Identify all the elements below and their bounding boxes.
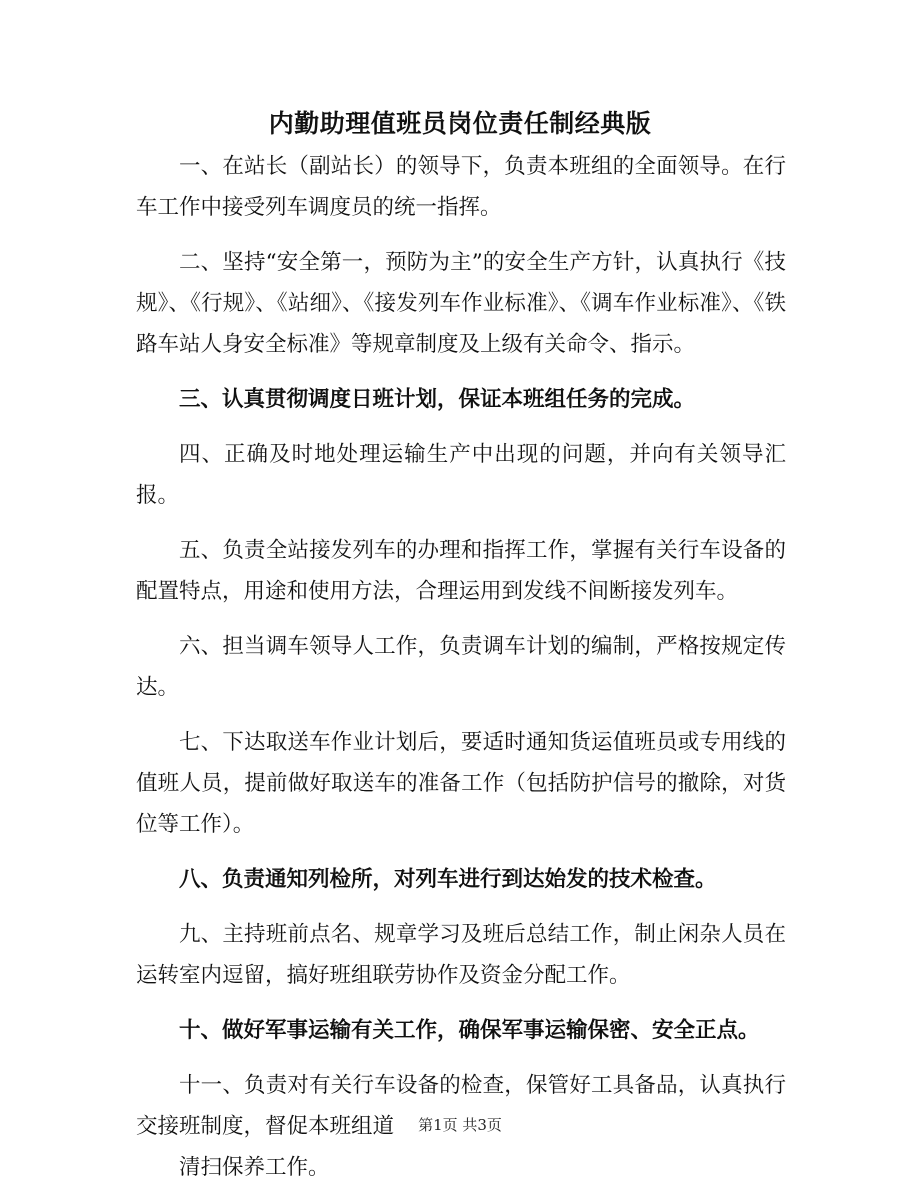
paragraph-8: 八、负责通知列检所，对列车进行到达始发的技术检查。	[179, 867, 717, 892]
page-number: 第1页 共3页	[418, 1116, 502, 1134]
paragraph-12: 清扫保养工作。	[179, 1155, 330, 1180]
paragraph-3: 三、认真贯彻调度日班计划，保证本班组任务的完成。	[179, 387, 696, 412]
paragraph-10: 十、做好军事运输有关工作，确保军事运输保密、安全正点。	[179, 1018, 760, 1043]
paragraph-7: 七、下达取送车作业计划后，要适时通知货运值班员或专用线的值班人员，提前做好取送车的准备工作（包括防护信号的撤除，对货位等工作）。	[136, 730, 786, 837]
page-title: 内勤助理值班员岗位责任制经典版	[268, 109, 652, 138]
paragraph-9: 九、主持班前点名、规章学习及班后总结工作，制止闲杂人员在运转室内逗留，搞好班组联劳协作及资金分配工作。	[136, 922, 786, 988]
paragraph-11: 十一、负责对有关行车设备的检查，保管好工具备品，认真执行交接班制度，督促本班组道	[136, 1073, 786, 1139]
paragraph-5: 五、负责全站接发列车的办理和指挥工作，掌握有关行车设备的配置特点，用途和使用方法，合理运用到发线不间断接发列车。	[136, 538, 786, 604]
paragraph-1: 一、在站长（副站长）的领导下，负责本班组的全面领导。在行车工作中接受列车调度员的统一指挥。	[136, 154, 786, 220]
paragraph-4: 四、正确及时地处理运输生产中出现的问题，并向有关领导汇报。	[136, 442, 786, 508]
paragraph-6: 六、担当调车领导人工作，负责调车计划的编制，严格按规定传达。	[136, 634, 786, 700]
document-body	[136, 146, 786, 1202]
paragraph-2: 二、坚持“安全第一，预防为主”的安全生产方针，认真执行《技规》、《行规》、《站细》、《接发列车作业标准》、《调车作业标准》、《铁路车站人身安全标准》等规章制度及上级有关命令、指示。	[136, 250, 786, 357]
